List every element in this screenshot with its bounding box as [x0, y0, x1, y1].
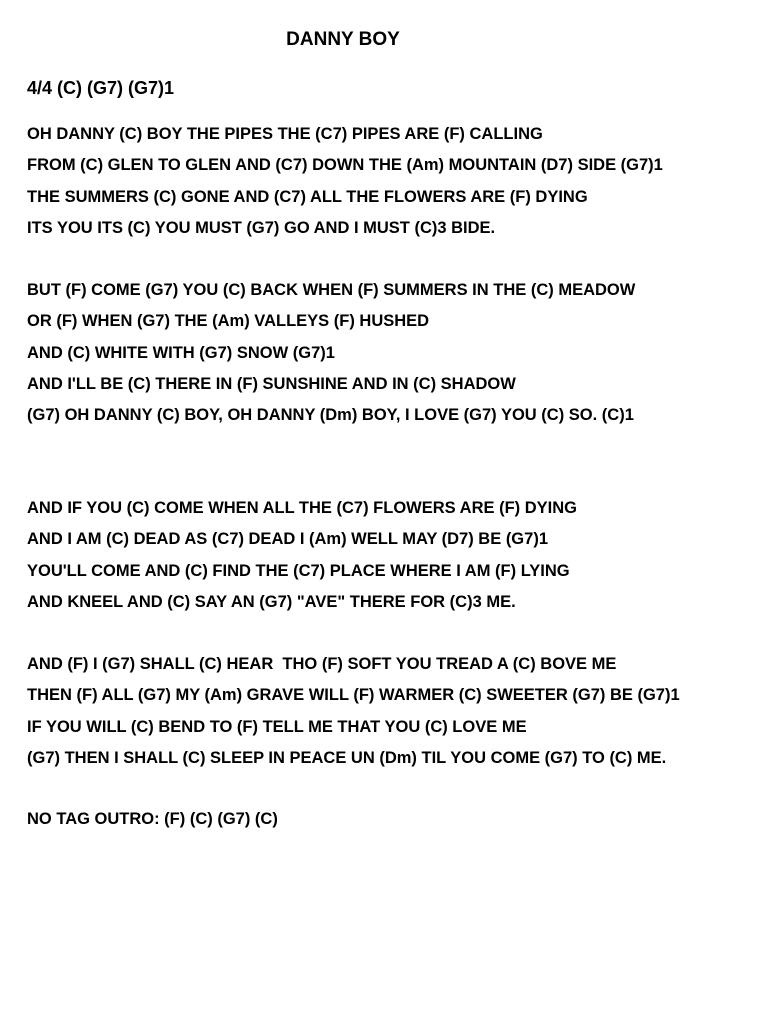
lyric-line: FROM (C) GLEN TO GLEN AND (C7) DOWN THE (Am) MOUNTAIN (D7) SIDE (G7)1	[27, 156, 663, 175]
lyric-line: BUT (F) COME (G7) YOU (C) BACK WHEN (F) SUMMERS IN THE (C) MEADOW	[27, 281, 636, 299]
outro-line: NO TAG OUTRO: (F) (C) (G7) (C)	[27, 810, 278, 828]
lyric-line: AND (C) WHITE WITH (G7) SNOW (G7)1	[27, 343, 335, 362]
lyric-line: AND I'LL BE (C) THERE IN (F) SUNSHINE AND IN (C) SHADOW	[27, 374, 516, 393]
lyric-line: OH DANNY (C) BOY THE PIPES THE (C7) PIPES ARE (F) CALLING	[27, 125, 543, 143]
lyric-line: ITS YOU ITS (C) YOU MUST (G7) GO AND I MUST (C)3 BIDE.	[27, 218, 496, 237]
lyric-line: AND (F) I (G7) SHALL (C) HEAR THO (F) SOFT YOU TREAD A (C) BOVE ME	[27, 655, 617, 673]
lyric-line: IF YOU WILL (C) BEND TO (F) TELL ME THAT YOU (C) LOVE ME	[27, 717, 527, 736]
time-signature-intro: 4/4 (C) (G7) (G7)1	[27, 78, 175, 98]
lyric-line: THE SUMMERS (C) GONE AND (C7) ALL THE FLOWERS ARE (F) DYING	[27, 187, 588, 206]
lyric-line: OR (F) WHEN (G7) THE (Am) VALLEYS (F) HUSHED	[27, 312, 430, 331]
lyric-line: AND KNEEL AND (C) SAY AN (G7) "AVE" THERE FOR (C)3 ME.	[27, 592, 516, 611]
lyric-line: AND IF YOU (C) COME WHEN ALL THE (C7) FLOWERS ARE (F) DYING	[27, 499, 577, 517]
verse-1	[27, 124, 663, 249]
verse-4	[27, 654, 680, 779]
lyric-line: AND I AM (C) DEAD AS (C7) DEAD I (Am) WELL MAY (D7) BE (G7)1	[27, 530, 548, 549]
lyric-line: YOU'LL COME AND (C) FIND THE (C7) PLACE WHERE I AM (F) LYING	[27, 561, 570, 580]
verse-2	[27, 280, 635, 436]
verse-3	[27, 498, 577, 623]
lyric-line: THEN (F) ALL (G7) MY (Am) GRAVE WILL (F) WARMER (C) SWEETER (G7) BE (G7)1	[27, 686, 680, 705]
lyric-line: (G7) OH DANNY (C) BOY, OH DANNY (Dm) BOY, I LOVE (G7) YOU (C) SO. (C)1	[27, 406, 634, 425]
song-title: DANNY BOY	[286, 29, 400, 50]
lyric-line: (G7) THEN I SHALL (C) SLEEP IN PEACE UN (Dm) TIL YOU COME (G7) TO (C) ME.	[27, 748, 667, 767]
